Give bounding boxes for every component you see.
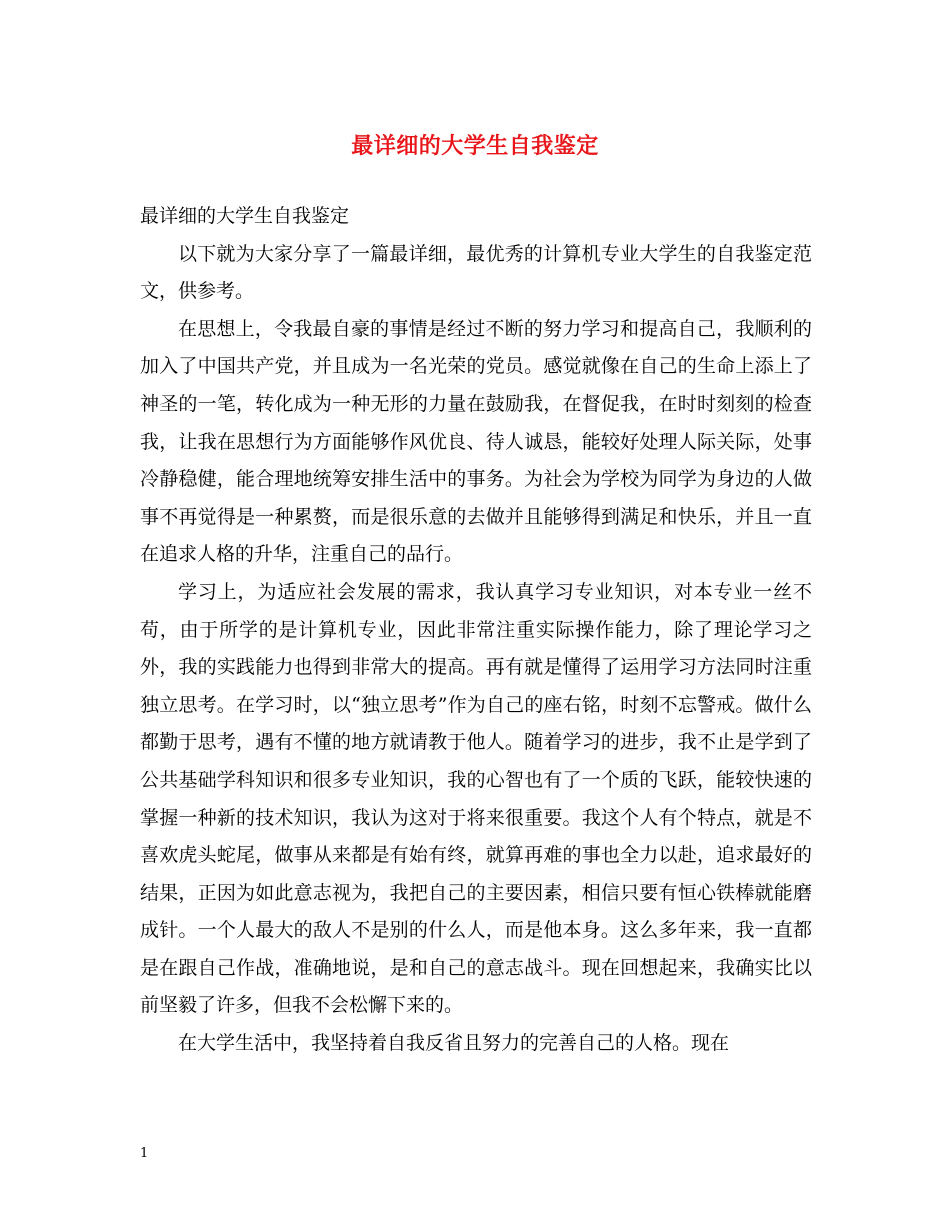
paragraph-thought: 在思想上，令我最自豪的事情是经过不断的努力学习和提高自己，我顺利的加入了中国共产党，并且成为一名光荣的党员。感觉就像在自己的生命上添上了神圣的一笔，转化成为一种无形的力量在鼓励我，在督促我，在时时刻刻的检查我，让我在思想行为方面能够作风优良、待人诚恳，能较好处理人际关际，处事冷静稳健，能合理地统筹安排生活中的事务。为社会为学校为同学为身边的人做事不再觉得是一种累赘，而是很乐意的去做并且能够得到满足和快乐，并且一直在追求人格的升华，注重自己的品行。 — [140, 317, 812, 566]
document-subtitle: 最详细的大学生自我鉴定 — [140, 205, 350, 227]
document-body — [140, 198, 812, 1063]
document-title: 最详细的大学生自我鉴定 — [351, 133, 599, 159]
page-number: 1 — [140, 1146, 149, 1161]
paragraph-study: 学习上，为适应社会发展的需求，我认真学习专业知识，对本专业一丝不苟，由于所学的是计算机专业，因此非常注重实际操作能力，除了理论学习之外，我的实践能力也得到非常大的提高。再有就是懂得了运用学习方法同时注重独立思考。在学习时，以“独立思考”作为自己的座右铭，时刻不忘警戒。做什么都勤于思考，遇有不懂的地方就请教于他人。随着学习的进步，我不止是学到了公共基础学科知识和很多专业知识，我的心智也有了一个质的飞跃，能较快速的掌握一种新的技术知识，我认为这对于将来很重要。我这个人有个特点，就是不喜欢虎头蛇尾，做事从来都是有始有终，就算再难的事也全力以赴，追求最好的结果，正因为如此意志视为，我把自己的主要因素，相信只要有恒心铁棒就能磨成针。一个人最大的敌人不是别的什么人，而是他本身。这么多年来，我一直都是在跟自己作战，准确地说，是和自己的意志战斗。现在回想起来，我确实比以前坚毅了许多，但我不会松懈下来的。 — [140, 580, 812, 1017]
paragraph-life: 在大学生活中，我坚持着自我反省且努力的完善自己的人格。现在 — [178, 1032, 730, 1055]
paragraph-intro: 以下就为大家分享了一篇最详细，最优秀的计算机专业大学生的自我鉴定范文，供参考。 — [140, 242, 812, 303]
